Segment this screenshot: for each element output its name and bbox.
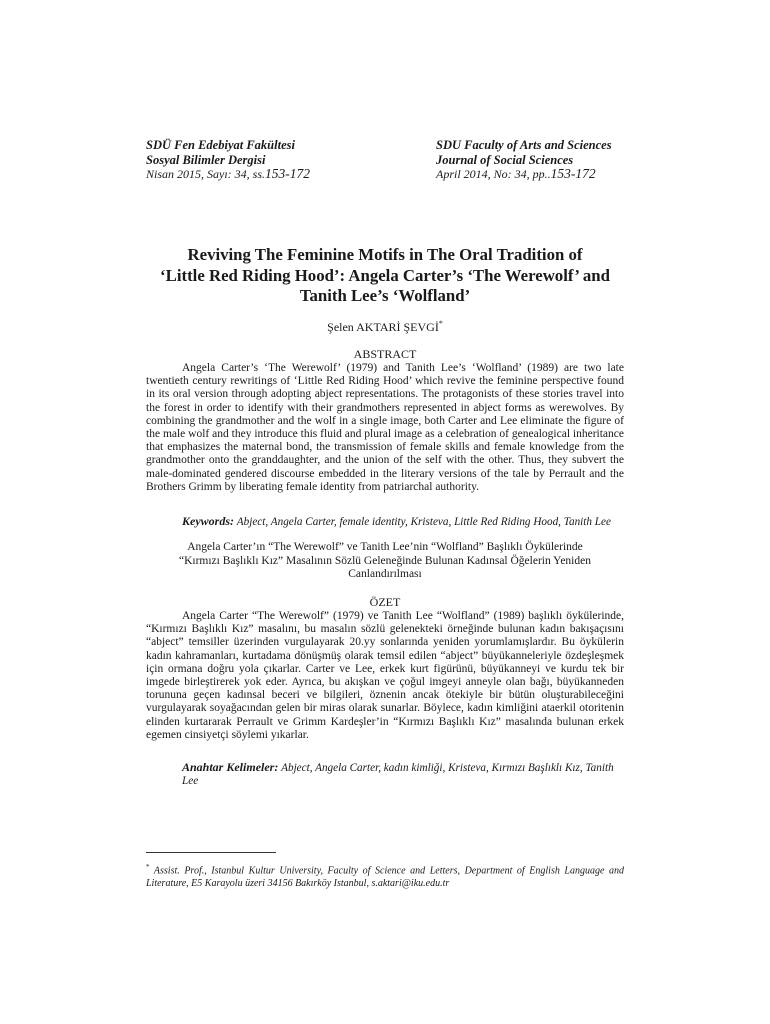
- keywords-label: Keywords:: [182, 514, 234, 528]
- header-left-journal: Sosyal Bilimler Dergisi: [146, 152, 266, 167]
- header-right-pages: 153-172: [550, 166, 596, 181]
- paper-title: [146, 245, 624, 307]
- header-left-faculty: SDÜ Fen Edebiyat Fakültesi: [146, 138, 295, 152]
- ozet-body: [146, 610, 624, 742]
- anahtar-kelimeler-list: Abject, Angela Carter, kadın kimliği, Kristeva, Kırmızı Başlıklı Kız, Tanith Lee: [182, 762, 614, 787]
- turkish-title-line-3: Canlandırılması: [348, 568, 422, 580]
- abstract-keywords: [146, 515, 624, 529]
- header-left-pages: 153-172: [265, 166, 311, 181]
- turkish-title-line-1: Angela Carter’ın “The Werewolf” ve Tanith Lee’nin “Wolfland” Başlıklı Öykülerinde: [187, 541, 583, 553]
- abstract-body: [146, 362, 624, 494]
- author-footnote-mark: *: [438, 319, 443, 328]
- footnote-text: Assist. Prof., Istanbul Kultur University, Faculty of Science and Letters, Department of English Language and Literature, E5 Karayolu üzeri 34156 Bakırköy Istanbul, s.aktari@iku.edu.tr: [146, 865, 624, 889]
- anahtar-kelimeler-label: Anahtar Kelimeler:: [182, 760, 279, 774]
- abstract-heading: ABSTRACT: [353, 347, 417, 361]
- author-line: [146, 319, 624, 335]
- header-left-issue: [146, 167, 310, 182]
- footnote: [146, 861, 624, 890]
- ozet-keywords: [146, 761, 624, 788]
- abstract-text: Angela Carter’s ‘The Werewolf’ (1979) and Tanith Lee’s ‘Wolfland’ (1989) are two late twentieth century rewritings of ‘Little Red Riding Hood’ which revive the feminine perspective found in its oral version through adopting abject representations. The protagonists of these stories travel into the forest in order to identify with their grandmothers represented in abject forms as werewolves. By combining the grandmother and the wolf in a single image, both Carter and Lee eliminate the figure of the male wolf and they introduce this fluid and plural image as a celebration of genealogical inheritance that emphasizes the maternal bond, the transmission of female skills and female knowledge from the grandmother onto the granddaughter, and the union of the self with the other. Thus, they subvert the male-dominated gendered discourse embedded in the literary versions of the tale by Perrault and the Brothers Grimm by liberating female identity from patriarchal authority.: [146, 362, 624, 493]
- header-right: [436, 138, 612, 182]
- header-right-issue: [436, 167, 612, 182]
- header-left: [146, 138, 310, 182]
- footnote-rule: [146, 852, 276, 853]
- turkish-title: [160, 541, 610, 582]
- header-right-issue-text: April 2014, No: 34, pp..: [436, 167, 551, 181]
- paper-title-line-3: Tanith Lee’s ‘Wolfland’: [299, 286, 471, 305]
- paper-title-line-2: ‘Little Red Riding Hood’: Angela Carter’s ‘The Werewolf’ and: [160, 265, 610, 285]
- keywords-list: Abject, Angela Carter, female identity, Kristeva, Little Red Riding Hood, Tanith Lee: [236, 516, 611, 528]
- header-left-issue-text: Nisan 2015, Sayı: 34, ss.: [146, 167, 266, 181]
- header-right-faculty: SDU Faculty of Arts and Sciences: [436, 138, 612, 152]
- ozet-heading: ÖZET: [369, 595, 401, 609]
- author-name: Şelen AKTARİ ŞEVGİ: [327, 320, 439, 334]
- footnote-mark: *: [146, 863, 150, 871]
- ozet-text: Angela Carter “The Werewolf” (1979) ve Tanith Lee “Wolfland” (1989) başlıklı öykülerinde, “Kırmızı Başlıklı Kız” masalını, bu masalın sözlü gelenekteki örneğinde bulunan kadın bakışaçısını “abject” temsiller üzerinden vurgulayarak 20.yy sonlarında yeniden yorumlamışlardır. Bu öykülerin kadın kahramanları, kurtadama dönüşmüş olarak temsil edilen “abject” büyükanneleriyle özdeşleşmek için ormana doğru yola çıkarlar. Carter ve Lee, erkek kurt figürünü, büyükanneyi ve kurdu tek bir imgede birleştirerek yok eder. Ayrıca, bu akışkan ve çoğul imgeyi anneyle olan bağı, büyükanneden torununa geçen kadınsal beceri ve bilgileri, öznenin ancak ötekiyle bir bütün oluşturabileceğini vurgulayarak soyağacından gelen bir miras olarak sunarlar. Böylece, kadın kimliğini ataerkil otoritenin elinden kurtararak Perrault ve Grimm Kardeşler’in “Kırmızı Başlıklı Kız” masalında bulunan erkek egemen cinsiyetçi söylemi yıkarlar.: [146, 610, 624, 741]
- turkish-title-line-2: “Kırmızı Başlıklı Kız” Masalının Sözlü Geleneğinde Bulunan Kadınsal Öğelerin Yeniden: [178, 554, 591, 567]
- header-right-journal: Journal of Social Sciences: [436, 152, 574, 167]
- paper-title-line-1: Reviving The Feminine Motifs in The Oral Tradition of: [187, 245, 583, 264]
